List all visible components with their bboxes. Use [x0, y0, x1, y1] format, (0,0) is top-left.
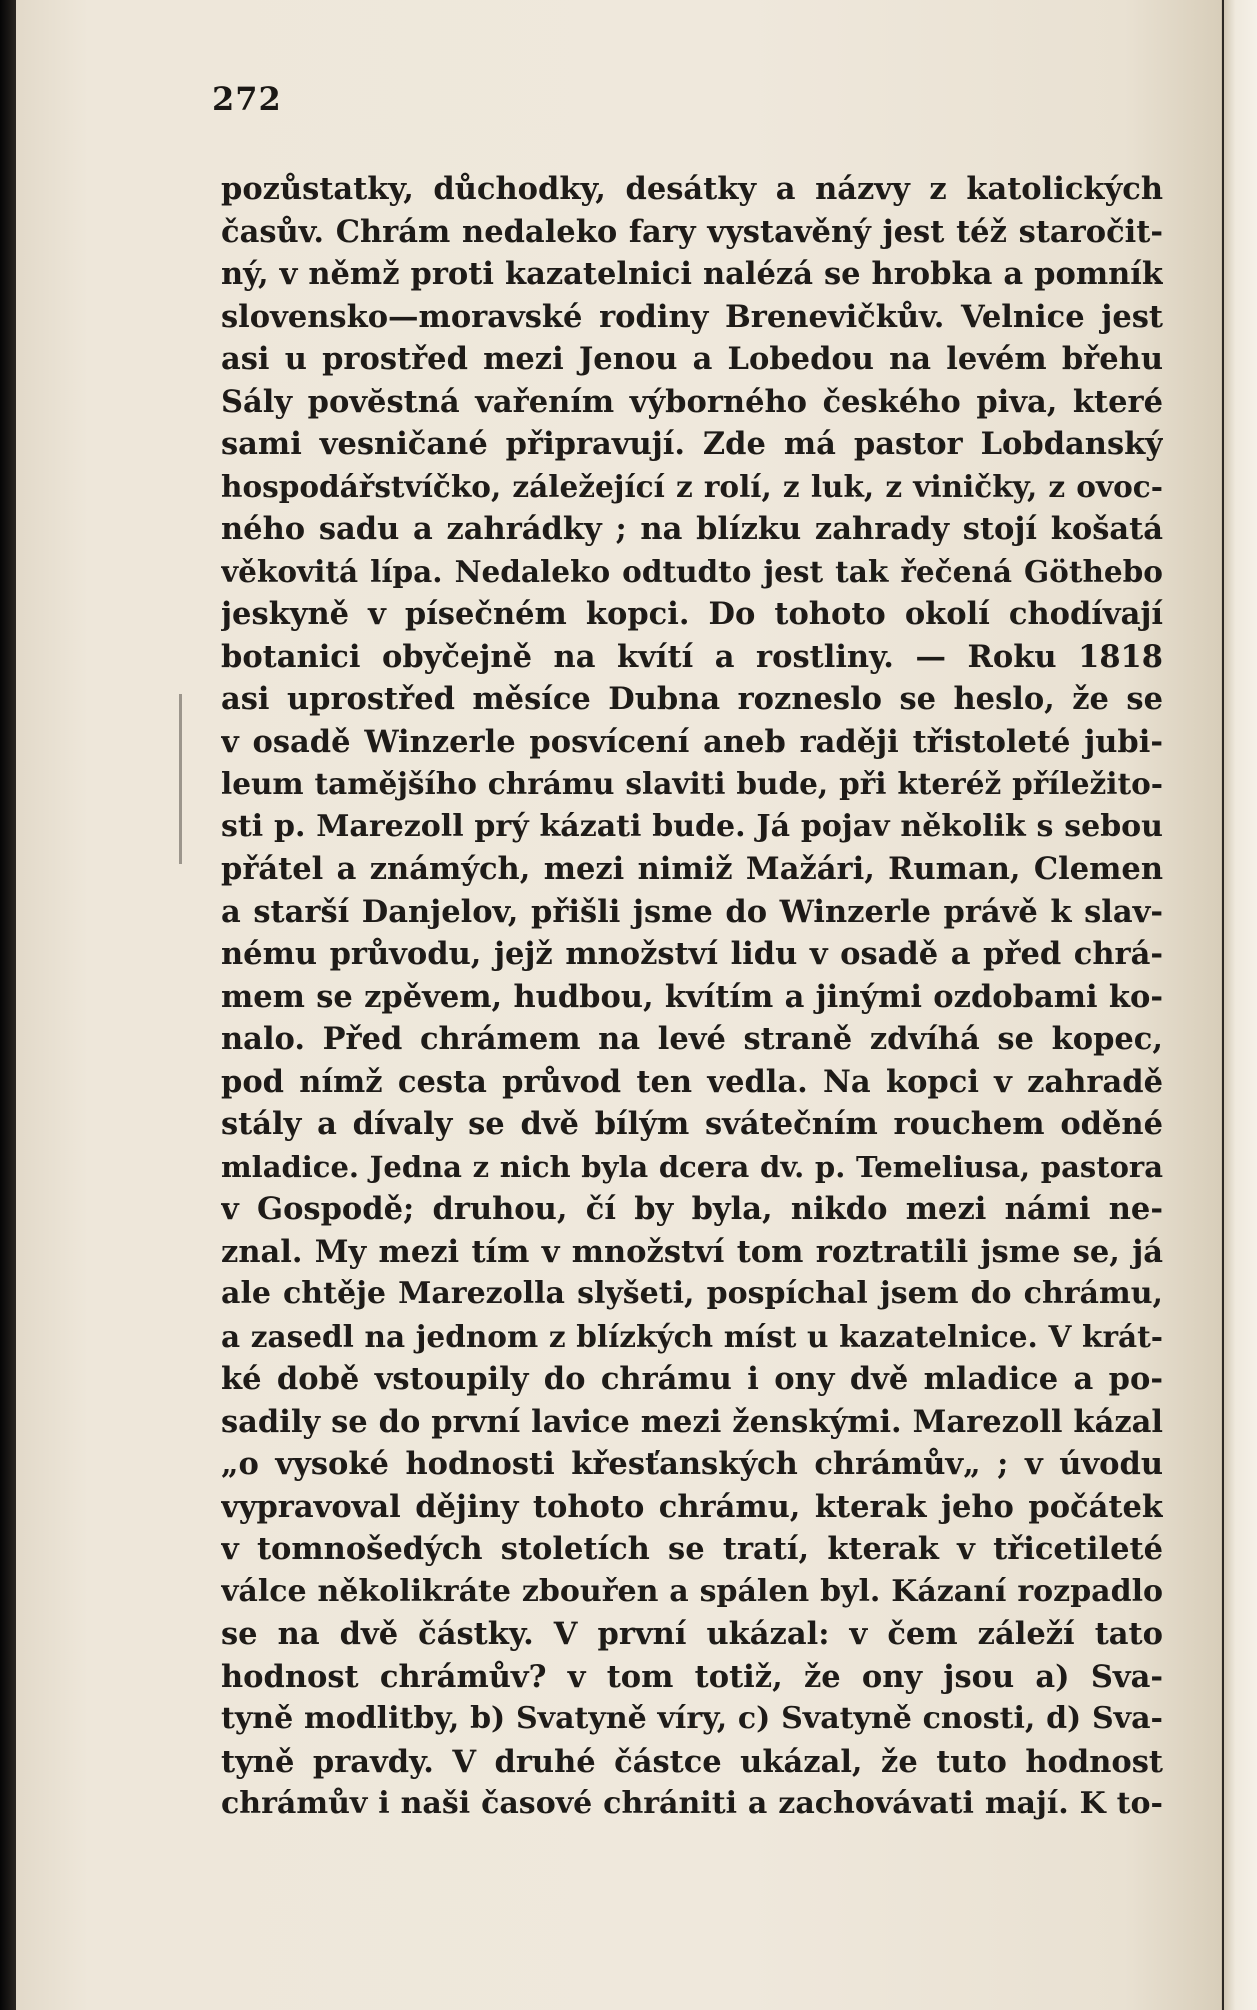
- text-line: asi u prostřed mezi Jenou a Lobedou na levém břehu: [221, 341, 1163, 377]
- book-spine-shadow: [0, 0, 16, 2010]
- margin-pencil-mark: [179, 694, 182, 864]
- text-line: a zasedl na jednom z blízkých míst u kazatelnice. V krát-: [221, 1318, 1163, 1354]
- text-line: sami vesničané připravují. Zde má pastor Lobdanský: [221, 426, 1163, 462]
- text-line: vypravoval dějiny tohoto chrámu, kterak jeho počátek: [221, 1488, 1163, 1525]
- text-line: „o vysoké hodnosti křesťanských chrámův„ ; v úvodu: [221, 1446, 1163, 1482]
- page-number: 272: [212, 80, 282, 118]
- text-line: jeskyně v písečném kopci. Do tohoto okolí chodívají: [221, 596, 1163, 632]
- body-text: [221, 168, 1163, 1826]
- text-line: sti p. Marezoll prý kázati bude. Já pojav několik s sebou: [221, 808, 1163, 844]
- text-line: leum tamějšího chrámu slaviti bude, při kteréž příležito-: [221, 766, 1163, 801]
- text-line: ale chtěje Marezolla slyšeti, pospíchal jsem do chrámu,: [221, 1276, 1163, 1311]
- text-line: mem se zpěvem, hudbou, kvítím a jinými ozdobami ko-: [221, 978, 1163, 1015]
- text-line: ného sadu a zahrádky ; na blízku zahrady stojí košatá: [221, 511, 1163, 547]
- text-line: sadily se do první lavice mezi ženskými. Marezoll kázal: [221, 1403, 1163, 1440]
- text-line: nalo. Před chrámem na levé straně zdvíhá se kopec,: [221, 1021, 1163, 1057]
- text-line: hodnost chrámův? v tom totiž, že ony jsou a) Sva-: [221, 1658, 1163, 1695]
- text-line: v Gospodě; druhou, čí by byla, nikdo mezi námi ne-: [221, 1191, 1163, 1227]
- text-line: časův. Chrám nedaleko fary vystavěný jest též staročit-: [221, 213, 1163, 250]
- text-line: asi uprostřed měsíce Dubna rozneslo se heslo, že se: [221, 681, 1163, 717]
- text-line: v tomnošedých stoletích se tratí, kterak v třicetileté: [221, 1531, 1163, 1567]
- text-line: věkovitá lípa. Nedaleko odtudto jest tak řečená Göthebo: [221, 553, 1163, 589]
- text-line: znal. My mezi tím v množství tom roztratili jsme se, já: [221, 1233, 1163, 1270]
- text-line: hospodářstvíčko, záležející z rolí, z luk, z viničky, z ovoc-: [221, 468, 1163, 504]
- text-line: botanici obyčejně na kvítí a rostliny. — Roku 1818: [221, 638, 1163, 675]
- text-line: nému průvodu, jejž množství lidu v osadě a před chrá-: [221, 936, 1163, 972]
- text-line: pod nímž cesta průvod ten vedla. Na kopci v zahradě: [221, 1063, 1163, 1100]
- text-line: válce několikráte zbouřen a spálen byl. Kázaní rozpadlo: [221, 1573, 1163, 1609]
- text-line: chrámův i naši časové chrániti a zachovávati mají. K to-: [221, 1786, 1163, 1821]
- text-line: mladice. Jedna z nich byla dcera dv. p. Temeliusa, pastora: [221, 1149, 1163, 1184]
- text-line: ný, v němž proti kazatelnici nalézá se hrobka a pomník: [221, 256, 1163, 292]
- text-line: tyně pravdy. V druhé částce ukázal, že tuto hodnost: [221, 1743, 1163, 1780]
- text-line: přátel a známých, mezi nimiž Mažári, Ruman, Clemen: [221, 851, 1163, 887]
- text-line: ké době vstoupily do chrámu i ony dvě mladice a po-: [221, 1361, 1163, 1397]
- text-line: pozůstatky, důchodky, desátky a názvy z katolických: [221, 171, 1163, 207]
- book-page: [16, 0, 1221, 2010]
- text-line: a starší Danjelov, přišli jsme do Winzerle právě k slav-: [221, 893, 1163, 930]
- text-line: v osadě Winzerle posvícení aneb raději třistoleté jubi-: [221, 723, 1163, 760]
- facing-page-edge: [1221, 0, 1257, 2010]
- page-fold-line: [1222, 0, 1224, 2010]
- text-line: slovensko—moravské rodiny Brenevičkův. Velnice jest: [221, 298, 1163, 335]
- text-line: stály a dívaly se dvě bílým svátečním rouchem oděné: [221, 1106, 1163, 1142]
- text-line: Sály povĕstná vařením výborného českého piva, které: [221, 383, 1163, 420]
- text-line: se na dvě částky. V první ukázal: v čem záleží tato: [221, 1616, 1163, 1652]
- text-line: tyně modlitby, b) Svatyně víry, c) Svatyně cnosti, d) Sva-: [221, 1701, 1163, 1736]
